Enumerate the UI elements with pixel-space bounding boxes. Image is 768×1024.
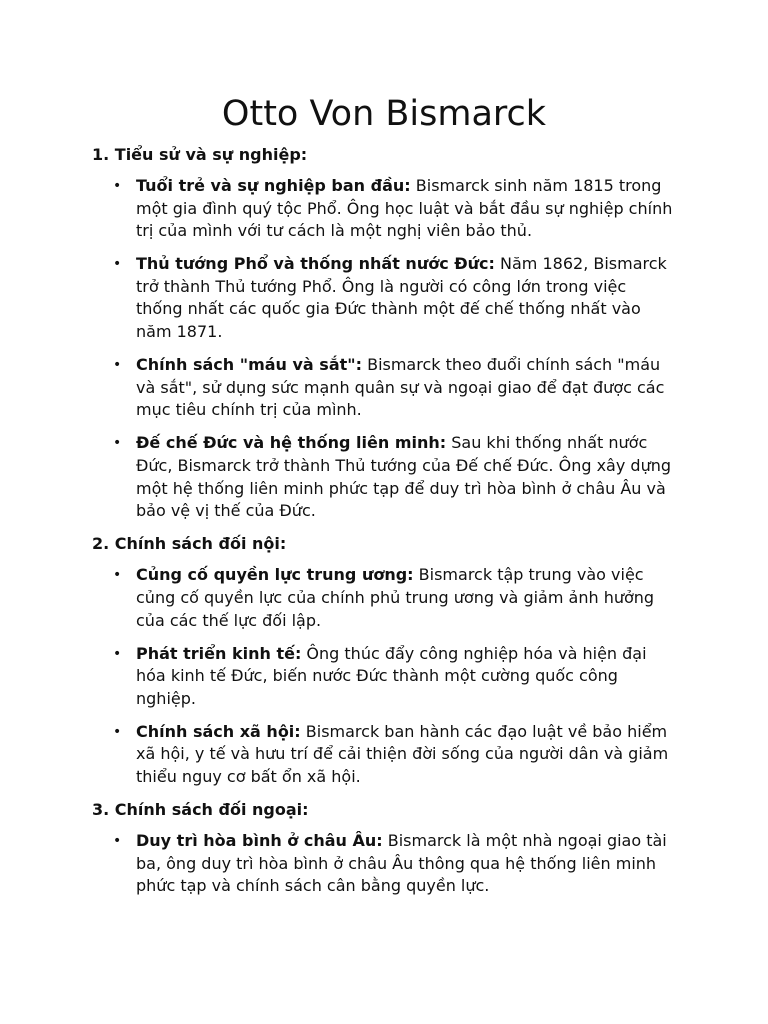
item-text: Sau khi thống nhất nước Đức, Bismarck trở thành Thủ tướng của Đế chế Đức. Ông xây dựng một hệ thống liên minh phức tạp để duy trì hòa bình ở châu Âu và bảo vệ vị thế của Đức. [136, 433, 671, 521]
item-text: Bismarck là một nhà ngoại giao tài ba, ông duy trì hòa bình ở châu Âu thông qua hệ thống liên minh phức tạp và chính sách cân bằng quyền lực. [136, 831, 667, 896]
list-item [136, 830, 676, 898]
list-item [136, 721, 676, 789]
section-heading: 2. Chính sách đối nội: [92, 534, 287, 554]
item-term: Thủ tướng Phổ và thống nhất nước Đức: [136, 254, 495, 274]
list-item [136, 643, 676, 711]
bullet-list [92, 564, 676, 788]
item-text: Năm 1862, Bismarck trở thành Thủ tướng Phổ. Ông là người có công lớn trong việc thống nhất các quốc gia Đức thành một đế chế thống nhất vào năm 1871. [136, 254, 667, 342]
list-item [136, 564, 676, 632]
item-text: Bismarck sinh năm 1815 trong một gia đình quý tộc Phổ. Ông học luật và bắt đầu sự nghiệp chính trị của mình với tư cách là một nghị viên bảo thủ. [136, 176, 673, 241]
item-term: Chính sách "máu và sắt": [136, 355, 362, 375]
item-text: Bismarck theo đuổi chính sách "máu và sắt", sử dụng sức mạnh quân sự và ngoại giao để đạt được các mục tiêu chính trị của mình. [136, 355, 665, 420]
section-foreign-policy [92, 799, 676, 898]
item-text: Bismarck ban hành các đạo luật về bảo hiểm xã hội, y tế và hưu trí để cải thiện đời sống của người dân và giảm thiểu nguy cơ bất ổn xã hội. [136, 721, 669, 787]
section-biography [92, 144, 676, 523]
list-item [136, 354, 676, 422]
page-title: Otto Von Bismarck [221, 94, 547, 134]
section-heading: 3. Chính sách đối ngoại: [92, 800, 309, 820]
bullet-list [92, 175, 676, 523]
item-term: Củng cố quyền lực trung ương: [136, 565, 414, 585]
item-term: Phát triển kinh tế: [136, 643, 302, 663]
item-term: Chính sách xã hội: [136, 721, 301, 741]
item-term: Đế chế Đức và hệ thống liên minh: [136, 433, 447, 453]
item-text: Ông thúc đẩy công nghiệp hóa và hiện đại hóa kinh tế Đức, biến nước Đức thành một cường quốc công nghiệp. [136, 643, 647, 708]
list-item [136, 253, 676, 343]
section-heading: 1. Tiểu sử và sự nghiệp: [92, 145, 308, 164]
list-item [136, 175, 676, 243]
section-domestic-policy [92, 533, 676, 788]
bullet-list [92, 830, 676, 898]
list-item [136, 432, 676, 522]
item-text: Bismarck tập trung vào việc củng cố quyền lực của chính phủ trung ương và giảm ảnh hưởng của các thế lực đối lập. [136, 565, 655, 630]
item-term: Tuổi trẻ và sự nghiệp ban đầu: [136, 176, 411, 195]
item-term: Duy trì hòa bình ở châu Âu: [136, 831, 383, 851]
